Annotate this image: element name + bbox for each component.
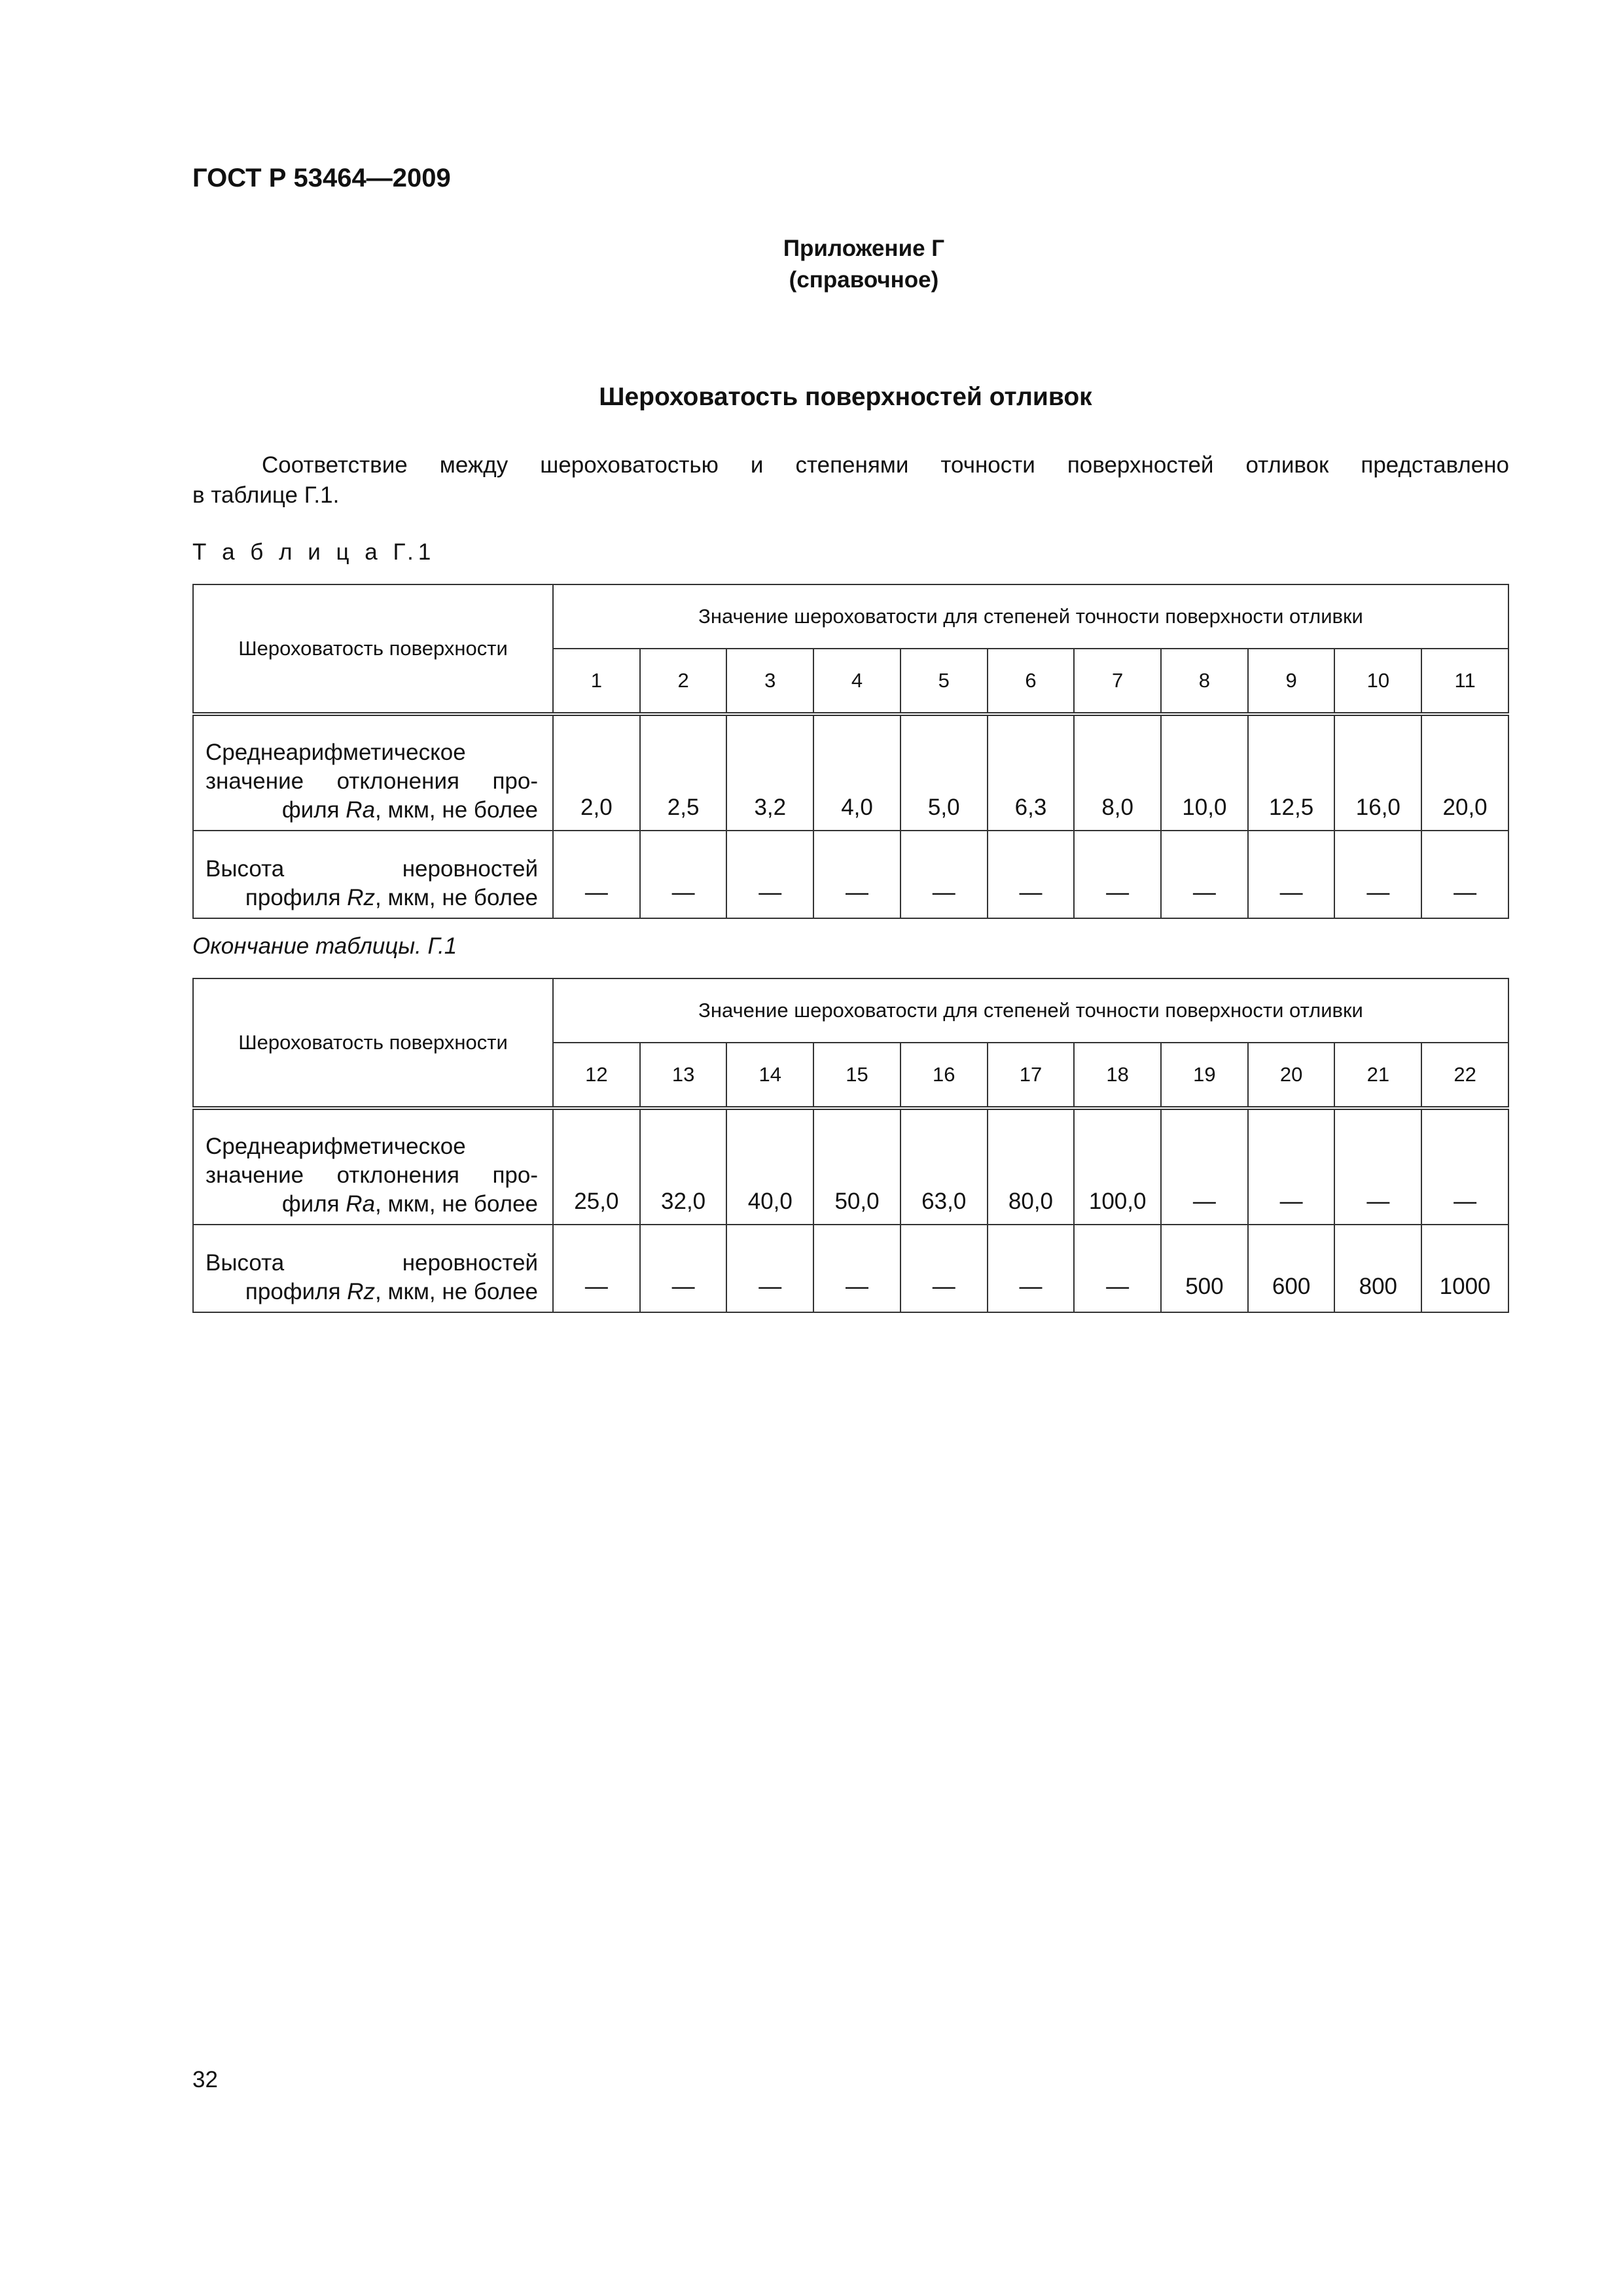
rz-value-cell: — [901,1225,988,1312]
rz-value-cell: — [1074,1225,1161,1312]
ra-value-cell: 16,0 [1334,714,1421,831]
rz-label-line-2: профиля Rz, мкм, не более [245,885,538,910]
ra-value-cell: 40,0 [726,1108,813,1225]
rz-value-cell: 800 [1334,1225,1421,1312]
ra-value-cell: 10,0 [1161,714,1248,831]
ra-symbol: Ra [346,797,376,823]
ra-value-cell: 8,0 [1074,714,1161,831]
rz-label-line-1: Высота неровностей [205,856,538,882]
rz-value-cell: — [1334,831,1421,918]
ra-value-cell: 3,2 [726,714,813,831]
grade-number-cell: 6 [988,649,1075,714]
ra-value-cell: 12,5 [1248,714,1335,831]
rz-value-cell: — [726,1225,813,1312]
intro-line-2: в таблице Г.1. [192,482,340,508]
ra-value-cell: 20,0 [1421,714,1508,831]
rz-value-cell: — [1074,831,1161,918]
ra-value-cell: 63,0 [901,1108,988,1225]
rz-value-cell: — [988,1225,1075,1312]
ra-label-line-2: значение отклонения про- [205,768,538,794]
grade-number-cell: 17 [988,1043,1075,1108]
ra-value-cell: — [1334,1108,1421,1225]
ra-value-cell: 2,5 [640,714,727,831]
grade-number-cell: 5 [901,649,988,714]
ra-label-cell [193,714,553,831]
rz-value-cell: — [988,831,1075,918]
rz-value-cell: — [1421,831,1508,918]
rz-value-cell: 500 [1161,1225,1248,1312]
rz-value-cell: — [1248,831,1335,918]
grade-number-cell: 7 [1074,649,1161,714]
ra-row [193,1108,1508,1225]
table2-caption: Окончание таблицы. Г.1 [192,933,457,959]
grade-number-cell: 4 [813,649,901,714]
ra-value-cell: — [1248,1108,1335,1225]
rz-label-line-1: Высота неровностей [205,1250,538,1276]
grade-number-cell: 2 [640,649,727,714]
page-number: 32 [192,2067,218,2092]
ra-value-cell: 2,0 [553,714,640,831]
rz-value-cell: — [1161,831,1248,918]
rz-symbol: Rz [347,885,376,910]
grade-number-cell: 19 [1161,1043,1248,1108]
ra-value-cell: 5,0 [901,714,988,831]
ra-label-line-3: филя Ra, мкм, не более [281,797,538,823]
ra-row [193,714,1508,831]
ra-label-line-2: значение отклонения про- [205,1162,538,1188]
grade-number-cell: 18 [1074,1043,1161,1108]
rz-value-cell: — [726,831,813,918]
section-title: Шероховатость поверхностей отливок [599,383,1092,411]
group-header-cell: Значение шероховатости для степеней точности поверхности отливки [553,978,1508,1043]
rz-value-cell: — [813,1225,901,1312]
rz-value-cell: — [553,1225,640,1312]
rz-label-line-2: профиля Rz, мкм, не более [245,1279,538,1304]
rz-symbol: Rz [347,1279,376,1304]
grade-number-cell: 13 [640,1043,727,1108]
ra-value-cell: 32,0 [640,1108,727,1225]
rz-value-cell: — [901,831,988,918]
rz-label-cell [193,1225,553,1312]
ra-value-cell: 80,0 [988,1108,1075,1225]
annex-title: Приложение Г [783,236,945,261]
rz-value-cell: 600 [1248,1225,1335,1312]
grade-number-cell: 11 [1421,649,1508,714]
ra-value-cell: — [1421,1108,1508,1225]
rz-label-cell [193,831,553,918]
grade-number-cell: 1 [553,649,640,714]
ra-value-cell: 4,0 [813,714,901,831]
document-code: ГОСТ Р 53464—2009 [192,164,451,192]
grade-number-cell: 3 [726,649,813,714]
rz-value-cell: — [813,831,901,918]
grade-number-cell: 16 [901,1043,988,1108]
group-header-cell: Значение шероховатости для степеней точности поверхности отливки [553,584,1508,649]
ra-value-cell: 6,3 [988,714,1075,831]
grade-number-cell: 20 [1248,1043,1335,1108]
ra-value-cell: 50,0 [813,1108,901,1225]
rz-row [193,1225,1508,1312]
grade-number-cell: 12 [553,1043,640,1108]
roughness-table-2 [192,978,1509,1313]
ra-label-cell [193,1108,553,1225]
rz-row [193,831,1508,918]
row-header-cell: Шероховатость поверхности [193,584,553,714]
roughness-table-1 [192,584,1509,919]
ra-value-cell: — [1161,1108,1248,1225]
ra-value-cell: 25,0 [553,1108,640,1225]
grade-number-cell: 10 [1334,649,1421,714]
ra-label-line-1: Среднеарифметическое [205,1134,466,1159]
intro-line-1: Соответствие между шероховатостью и степенями точности поверхностей отливок представлено [262,452,1509,478]
ra-label-line-3: филя Ra, мкм, не более [281,1191,538,1217]
ra-label-line-1: Среднеарифметическое [205,740,466,765]
rz-value-cell: — [640,831,727,918]
row-header-cell: Шероховатость поверхности [193,978,553,1108]
annex-heading [681,233,1047,296]
ra-symbol: Ra [346,1191,376,1217]
rz-value-cell: 1000 [1421,1225,1508,1312]
intro-paragraph [192,450,1509,511]
grade-number-cell: 21 [1334,1043,1421,1108]
grade-number-cell: 14 [726,1043,813,1108]
grade-number-cell: 15 [813,1043,901,1108]
table1-caption: Т а б л и ц а Г.1 [192,539,436,565]
grade-number-cell: 22 [1421,1043,1508,1108]
annex-note: (справочное) [789,267,939,293]
rz-value-cell: — [640,1225,727,1312]
grade-number-cell: 8 [1161,649,1248,714]
grade-number-cell: 9 [1248,649,1335,714]
rz-value-cell: — [553,831,640,918]
ra-value-cell: 100,0 [1074,1108,1161,1225]
